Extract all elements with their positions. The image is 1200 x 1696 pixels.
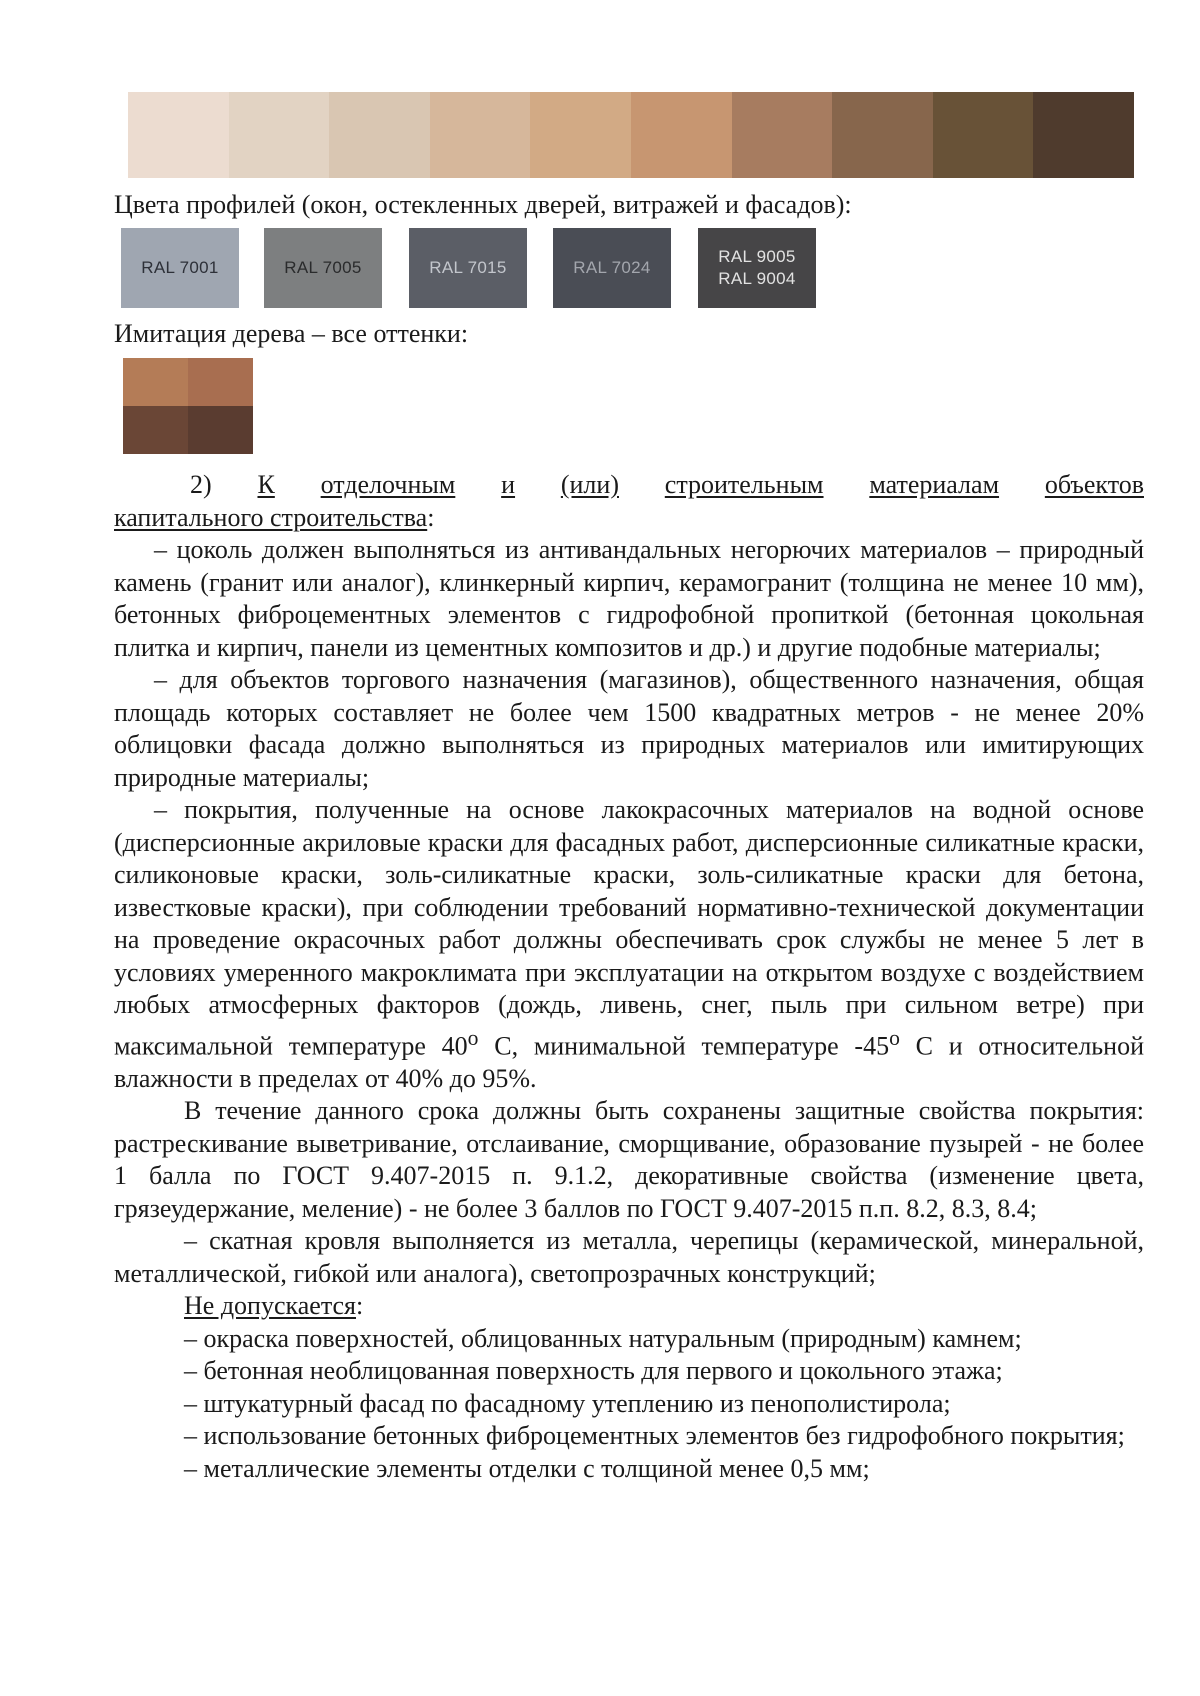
paint-text-part: – покрытия, полученные на основе лакокрасочных материалов на водной основе (дисперсионные акриловые краски для фасадных работ, дисперсионные силикатные краски, силиконовые краски, золь-силикатные краски, золь-силикатные краски для бетона, известковые краски), при соблюдении требований нормативно-технической документации на проведение окрасочных работ должны обеспечивать срок службы не менее 5 лет в условиях умеренного макроклимата при эксплуатации на открытом воздухе с воздействием любых атмосферных факторов (дождь, ливень, снег, пыль при сильном ветре) при максимальной температуре 40 — [114, 795, 1144, 1061]
facade-color-swatch — [832, 92, 933, 178]
paint-text-part: С и относительной влажности в пределах от 40% до 95%. — [114, 1031, 1144, 1093]
wood-swatch — [188, 358, 253, 406]
ral-swatch-label: RAL 9004 — [718, 269, 796, 288]
ral-swatch-7005 — [264, 228, 382, 308]
ral-swatch-row — [121, 228, 841, 308]
degree-mark: o — [889, 1025, 900, 1050]
facade-color-swatch — [229, 92, 330, 178]
facade-color-swatch — [530, 92, 631, 178]
wood-swatch — [123, 358, 188, 406]
section-2-heading-line — [114, 469, 1144, 502]
wood-shade-swatches — [123, 358, 253, 454]
commercial-facade-requirement: – для объектов торгового назначения (магазинов), общественного назначения, общая площадь которых составляет не более чем 1500 квадратных метров - не менее 20% облицовки фасада должно выполняться из природных материалов или имитирующих природные материалы; — [114, 665, 1144, 792]
prohibited-item: – металлические элементы отделки с толщиной менее 0,5 мм; — [184, 1453, 870, 1483]
heading-word: объектов — [1044, 470, 1144, 499]
plinth-requirement: – цоколь должен выполняться из антивандальных негорючих материалов – природный камень (гранит или аналог), клинкерный кирпич, керамогранит (толщина не менее 10 мм), бетонных фиброцементных элементов с гидрофобной пропиткой (бетонная цокольная плитка и кирпич, панели из цементных композитов и др.) и другие подобные материалы; — [114, 535, 1144, 662]
not-allowed-colon: : — [356, 1291, 364, 1321]
ral-swatch-7015 — [409, 228, 527, 308]
facade-color-swatch — [933, 92, 1034, 178]
ral-swatch-label: RAL 9005 — [718, 247, 796, 266]
heading-word: строительным — [664, 470, 824, 499]
wood-swatch — [123, 406, 188, 454]
ral-swatch-label: RAL 7024 — [573, 258, 651, 277]
heading-word: материалам — [869, 470, 1000, 499]
degree-mark: o — [467, 1025, 479, 1050]
roof-requirement: – скатная кровля выполняется из металла, черепицы (керамической, минеральной, металлической, гибкой или аналога), светопрозрачных конструкций; — [114, 1226, 1144, 1288]
wood-imitation-label: Имитация дерева – все оттенки: — [114, 319, 469, 348]
heading-word: К — [257, 470, 275, 499]
ral-swatch-label: RAL 7015 — [429, 258, 507, 277]
section-2-body — [114, 469, 1144, 1485]
ral-swatch-7001 — [121, 228, 239, 308]
prohibited-item: – окраска поверхностей, облицованных натуральным (природным) камнем; — [184, 1323, 1022, 1353]
wood-swatch — [188, 406, 253, 454]
heading-line-2: капитального строительства — [114, 502, 428, 532]
paint-text-part: С, минимальной температуре -45 — [478, 1031, 890, 1061]
prohibited-item: – использование бетонных фиброцементных элементов без гидрофобного покрытия; — [184, 1421, 1125, 1451]
facade-color-swatch — [329, 92, 430, 178]
not-allowed-text: Не допускается — [184, 1291, 356, 1321]
section-2-heading-continued — [114, 502, 1144, 535]
facade-color-swatch — [1033, 92, 1134, 178]
not-allowed-heading — [114, 1290, 1144, 1323]
ral-swatch-7024 — [553, 228, 671, 308]
facade-color-swatch — [430, 92, 531, 178]
heading-word: и — [501, 470, 516, 499]
heading-word: отделочным — [320, 470, 456, 499]
facade-color-gradient-strip — [128, 92, 1134, 178]
ral-swatch-label: RAL 7005 — [284, 258, 362, 277]
profile-colors-label: Цвета профилей (окон, остекленных дверей, витражей и фасадов): — [114, 190, 852, 219]
ral-swatch-label: RAL 7001 — [141, 258, 219, 277]
prohibited-item: – штукатурный фасад по фасадному утеплению из пенополистирола; — [184, 1388, 951, 1418]
coating-term-paragraph: В течение данного срока должны быть сохранены защитные свойства покрытия: растрескивание выветривание, отслаивание, сморщивание, образование пузырей - не более 1 балла по ГОСТ 9.407-2015 п. 9.1.2, декоративные свойства (изменение цвета, грязеудержание, меление) - не более 3 баллов по ГОСТ 9.407-2015 п.п. 8.2, 8.3, 8.4; — [114, 1096, 1144, 1223]
heading-word: (или) — [560, 470, 619, 499]
paint-coating-requirement — [114, 794, 1144, 1095]
facade-color-swatch — [128, 92, 229, 178]
section-number: 2) — [190, 470, 212, 499]
ral-swatch-9005-9004 — [698, 228, 816, 308]
heading-colon: : — [427, 502, 435, 532]
prohibited-item: – бетонная необлицованная поверхность для первого и цокольного этажа; — [184, 1356, 1003, 1386]
facade-color-swatch — [732, 92, 833, 178]
facade-color-swatch — [631, 92, 732, 178]
